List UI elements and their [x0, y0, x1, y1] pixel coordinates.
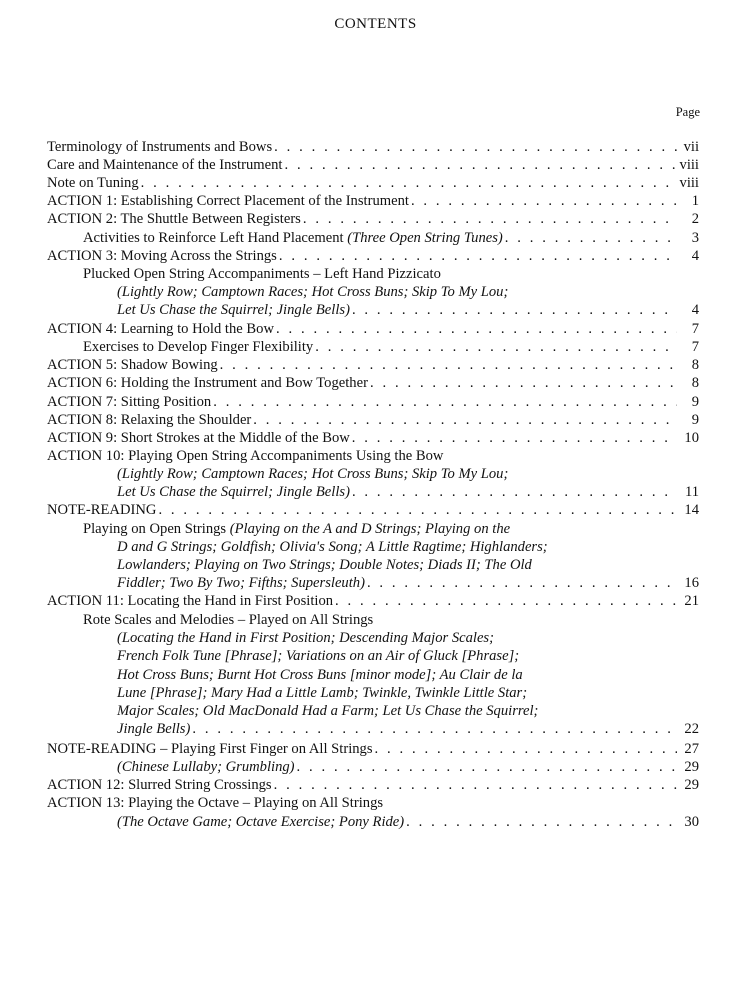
toc-entry-row	[47, 740, 699, 758]
page-number: 3	[691, 230, 699, 246]
toc-entry-title	[117, 556, 532, 574]
toc-entry-row	[47, 192, 699, 210]
toc-entry-title	[117, 629, 494, 647]
toc-entry	[0, 465, 751, 483]
toc-entry-row	[47, 393, 699, 411]
toc-entry-text: Exercises to Develop Finger Flexibility	[83, 339, 314, 355]
toc-entry-row	[117, 720, 699, 738]
dot-leader	[279, 247, 677, 265]
page-number: 22	[684, 721, 699, 737]
toc-entry	[0, 283, 751, 301]
toc-entry	[0, 483, 751, 501]
page-number: 29	[684, 777, 699, 793]
toc-entry-row	[47, 210, 699, 228]
page-number: 4	[691, 248, 699, 264]
dot-leader	[274, 138, 677, 156]
toc-entry-italic-text: Lune [Phrase]; Mary Had a Little Lamb; Twinkle, Twinkle Little Star;	[117, 685, 528, 701]
page-number: 8	[691, 357, 699, 373]
toc-entry-title	[47, 794, 383, 812]
toc-entry	[0, 374, 751, 392]
toc-entry-italic-text: D and G Strings; Goldfish; Olivia's Song; A Little Ragtime; Highlanders;	[117, 539, 548, 555]
dot-leader	[141, 174, 677, 192]
toc-entry-row	[83, 229, 699, 247]
toc-entry-title	[117, 538, 548, 556]
toc-entry-text: ACTION 7: Sitting Position	[47, 394, 212, 410]
toc-entry	[0, 301, 751, 319]
toc-entry-title	[47, 411, 251, 429]
toc-entry-title	[47, 247, 277, 265]
toc-entry-italic-text: Fiddler; Two By Two; Fifths; Supersleuth)	[117, 575, 365, 591]
page-number: 7	[691, 339, 699, 355]
page-number: 16	[684, 575, 699, 591]
toc-entry-row	[117, 758, 699, 776]
toc-entry	[0, 210, 751, 228]
dot-leader	[352, 483, 677, 501]
page-number: 7	[691, 321, 699, 337]
toc-entry	[0, 192, 751, 210]
toc-entry-row	[117, 301, 699, 319]
toc-entry	[0, 556, 751, 574]
toc-entry	[0, 338, 751, 356]
toc-entry-title	[47, 356, 218, 374]
toc-entry	[0, 393, 751, 411]
toc-entry	[0, 794, 751, 812]
toc-entry-text: NOTE-READING	[47, 502, 157, 518]
toc-entry-title	[47, 156, 282, 174]
toc-entry-text: Note on Tuning	[47, 175, 139, 191]
page-number: 8	[691, 375, 699, 391]
toc-entry-italic-text: Let Us Chase the Squirrel; Jingle Bells)	[117, 484, 350, 500]
toc-entry-italic-text: (Lightly Row; Camptown Races; Hot Cross Buns; Skip To My Lou;	[117, 466, 509, 482]
toc-entry-title	[117, 283, 508, 301]
toc-entry-title	[47, 740, 373, 758]
page-number: viii	[679, 175, 699, 191]
toc-entry	[0, 776, 751, 794]
toc-entry-text: ACTION 1: Establishing Correct Placement of the Instrument	[47, 193, 409, 209]
toc-entry	[0, 247, 751, 265]
page-number: 27	[684, 741, 699, 757]
dot-leader	[276, 320, 677, 338]
toc-entry-row	[47, 356, 699, 374]
page-column-header: Page	[675, 105, 700, 119]
toc-entry-italic-text: French Folk Tune [Phrase]; Variations on an Air of Gluck [Phrase];	[117, 648, 520, 664]
toc-entry	[0, 429, 751, 447]
page-title: CONTENTS	[334, 16, 417, 32]
toc-entry	[0, 265, 751, 283]
toc-entry-text: NOTE-READING – Playing First Finger on All Strings	[47, 741, 373, 757]
toc-entry-title	[83, 520, 510, 538]
page-number: 2	[691, 211, 699, 227]
dot-leader	[375, 740, 677, 758]
dot-leader	[315, 338, 677, 356]
toc-entry-italic-text: Lowlanders; Playing on Two Strings; Double Notes; Diads II; The Old	[117, 557, 532, 573]
dot-leader	[352, 301, 677, 319]
toc-entry-title	[117, 647, 519, 665]
toc-entry-italic-text: Jingle Bells)	[117, 721, 191, 737]
toc-entry	[0, 520, 751, 538]
toc-entry-title	[117, 720, 190, 738]
dot-leader	[335, 592, 677, 610]
page-number: viii	[679, 157, 699, 173]
toc-entry	[0, 611, 751, 629]
toc-entry	[0, 356, 751, 374]
toc-entry-text: ACTION 9: Short Strokes at the Middle of the Bow	[47, 430, 350, 446]
toc-entry-row	[47, 429, 699, 447]
toc-entry-text: Playing on Open Strings	[83, 521, 230, 537]
page-number: 9	[691, 394, 699, 410]
toc-entry-title	[117, 666, 523, 684]
dot-leader	[192, 720, 677, 738]
toc-entry-italic-text: (Locating the Hand in First Position; Descending Major Scales;	[117, 630, 494, 646]
toc-entry-title	[47, 374, 368, 392]
toc-entry-title	[117, 758, 295, 776]
toc-entry-row	[117, 483, 699, 501]
toc-entry-title	[47, 393, 211, 411]
toc-entry-text: ACTION 11: Locating the Hand in First Position	[47, 593, 334, 609]
toc-entry	[0, 647, 751, 665]
toc-entry-title	[117, 465, 508, 483]
toc-entry-row	[117, 574, 699, 592]
toc-entry-title	[47, 210, 301, 228]
toc-entry	[0, 758, 751, 776]
toc-entry-row	[47, 374, 699, 392]
page-number: 4	[691, 302, 699, 318]
dot-leader	[406, 813, 677, 831]
toc-entry	[0, 592, 751, 610]
toc-entry-title	[47, 192, 409, 210]
toc-entry-row	[47, 411, 699, 429]
toc-entry-italic-text: Major Scales; Old MacDonald Had a Farm; Let Us Chase the Squirrel;	[117, 703, 539, 719]
toc-entry-title	[117, 684, 527, 702]
toc-entry-text: ACTION 5: Shadow Bowing	[47, 357, 218, 373]
toc-entry-row	[47, 501, 699, 519]
toc-entry-title	[47, 501, 156, 519]
toc-entry-italic-text: (Lightly Row; Camptown Races; Hot Cross Buns; Skip To My Lou;	[117, 284, 509, 300]
toc-entry	[0, 174, 751, 192]
dot-leader	[505, 229, 677, 247]
toc-entry-row	[47, 138, 699, 156]
toc-entry	[0, 138, 751, 156]
toc-entry	[0, 320, 751, 338]
dot-leader	[297, 758, 677, 776]
toc-entry-title	[83, 611, 373, 629]
toc-entry	[0, 411, 751, 429]
page-number: 10	[684, 430, 699, 446]
toc-entry-title	[47, 429, 350, 447]
toc-entry	[0, 813, 751, 831]
toc-entry-text: ACTION 6: Holding the Instrument and Bow Together	[47, 375, 368, 391]
toc-entry-row	[47, 156, 699, 174]
toc-entry	[0, 666, 751, 684]
toc-entry-row	[47, 592, 699, 610]
toc-entry-title	[47, 320, 274, 338]
dot-leader	[253, 411, 677, 429]
toc-entry-italic-text: (The Octave Game; Octave Exercise; Pony Ride)	[117, 814, 405, 830]
toc-entry-title	[47, 174, 139, 192]
toc-entry-title	[47, 138, 272, 156]
dot-leader	[411, 192, 677, 210]
page-number: 1	[691, 193, 699, 209]
toc-entry-row	[47, 174, 699, 192]
toc-entry-text: ACTION 10: Playing Open String Accompaniments Using the Bow	[47, 448, 444, 464]
toc-entry-title	[47, 447, 443, 465]
toc-entry-title	[47, 776, 272, 794]
toc-entry-title	[83, 338, 313, 356]
toc-entry	[0, 574, 751, 592]
toc-entry-text: Activities to Reinforce Left Hand Placement	[83, 230, 348, 246]
toc-entry-title	[117, 574, 365, 592]
page-number: 14	[684, 502, 699, 518]
toc-entry-text: ACTION 8: Relaxing the Shoulder	[47, 412, 252, 428]
toc-entry	[0, 447, 751, 465]
toc-entry-text: Terminology of Instruments and Bows	[47, 139, 273, 155]
page-number: 9	[691, 412, 699, 428]
dot-leader	[303, 210, 677, 228]
toc-entry-title	[47, 592, 333, 610]
toc-entry-title	[117, 813, 404, 831]
page-number: 11	[684, 484, 699, 500]
toc-entry-italic-text: (Chinese Lullaby; Grumbling)	[117, 759, 295, 775]
page-number: vii	[683, 139, 699, 155]
toc-entry	[0, 229, 751, 247]
dot-leader	[158, 501, 677, 519]
toc-entry	[0, 156, 751, 174]
toc-entry-text: ACTION 4: Learning to Hold the Bow	[47, 321, 274, 337]
dot-leader	[370, 374, 677, 392]
toc-entry-title	[83, 265, 441, 283]
toc-entry-text: ACTION 12: Slurred String Crossings	[47, 777, 272, 793]
toc-entry	[0, 720, 751, 738]
toc-entry	[0, 538, 751, 556]
toc-entry	[0, 629, 751, 647]
toc-entry-text: ACTION 13: Playing the Octave – Playing on All Strings	[47, 795, 384, 811]
toc-entry-title	[117, 483, 350, 501]
toc-entry	[0, 501, 751, 519]
toc-entry-title	[117, 702, 538, 720]
dot-leader	[284, 156, 677, 174]
toc-entry-row	[83, 338, 699, 356]
toc-entry-row	[117, 813, 699, 831]
toc-entry-italic-text: Let Us Chase the Squirrel; Jingle Bells)	[117, 302, 350, 318]
page-number: 21	[684, 593, 699, 609]
toc-entry-row	[47, 776, 699, 794]
toc-entry-italic-text: (Playing on the A and D Strings; Playing on the	[229, 521, 511, 537]
dot-leader	[352, 429, 677, 447]
dot-leader	[213, 393, 677, 411]
dot-leader	[274, 776, 677, 794]
toc-entry-text: Care and Maintenance of the Instrument	[47, 157, 283, 173]
toc-entry	[0, 684, 751, 702]
page-number: 30	[684, 814, 699, 830]
page-number: 29	[684, 759, 699, 775]
toc-entry-text: Plucked Open String Accompaniments – Left Hand Pizzicato	[83, 266, 441, 282]
toc-entry-title	[83, 229, 503, 247]
toc-entry	[0, 702, 751, 720]
toc-entry	[0, 740, 751, 758]
toc-entry-text: ACTION 2: The Shuttle Between Registers	[47, 211, 301, 227]
toc-entry-title	[117, 301, 350, 319]
toc-entry-italic-text: (Three Open String Tunes)	[347, 230, 503, 246]
toc-entry-italic-text: Hot Cross Buns; Burnt Hot Cross Buns [minor mode]; Au Clair de la	[117, 667, 523, 683]
dot-leader	[220, 356, 677, 374]
toc-entry-row	[47, 320, 699, 338]
toc-entry-row	[47, 247, 699, 265]
dot-leader	[367, 574, 677, 592]
toc-entry-text: ACTION 3: Moving Across the Strings	[47, 248, 277, 264]
toc-entry-text: Rote Scales and Melodies – Played on All Strings	[83, 612, 374, 628]
